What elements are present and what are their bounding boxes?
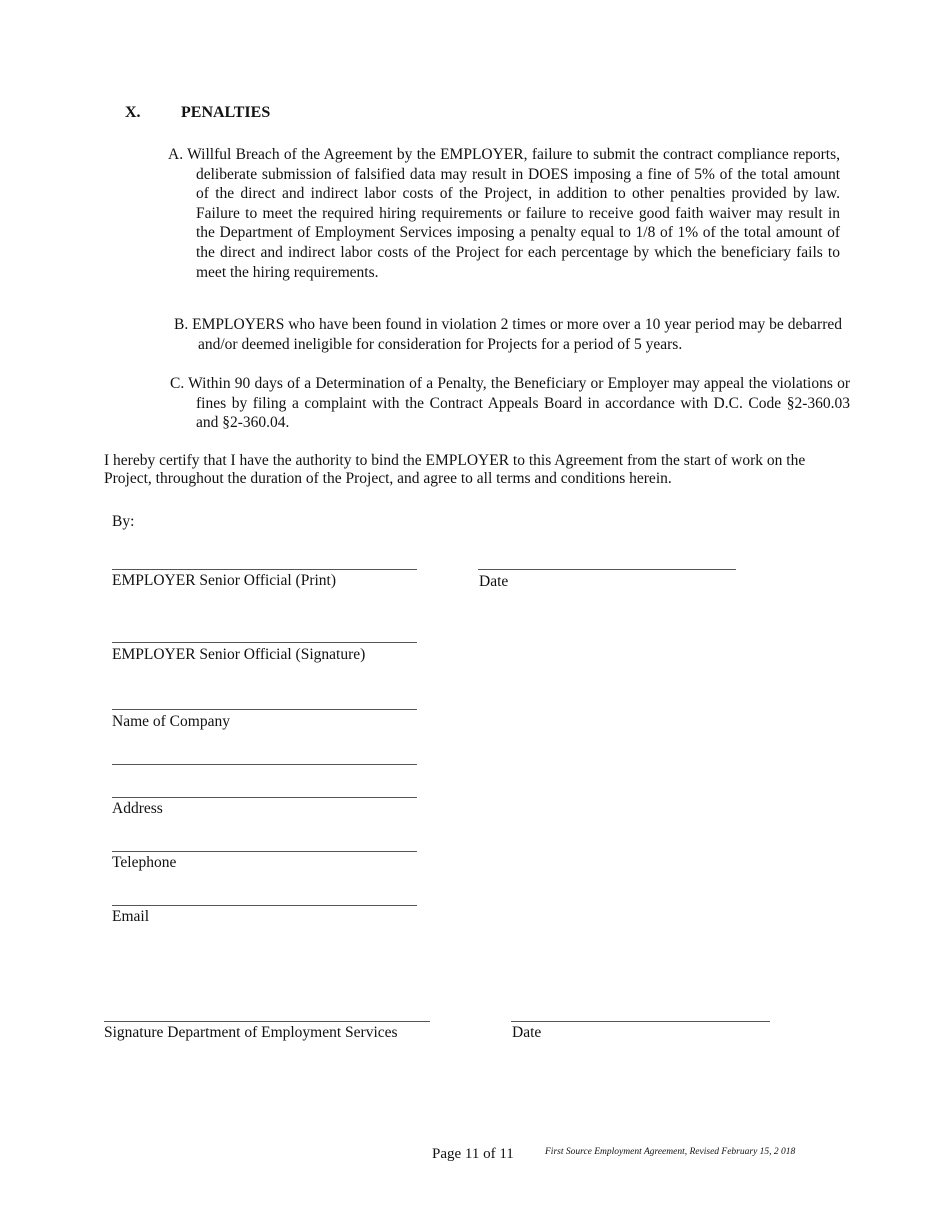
by-label: By: xyxy=(112,513,135,530)
telephone-line[interactable] xyxy=(112,851,417,852)
penalty-item-b: B. EMPLOYERS who have been found in violation 2 times or more over a 10 year period may be debarred and/or deemed ineligible for consideration for Projects for a period of 5 years. xyxy=(174,316,842,353)
date-label-2: Date xyxy=(512,1024,542,1041)
footer-revision-note: First Source Employment Agreement, Revised February 15, 2 018 xyxy=(545,1147,796,1157)
address-label: Address xyxy=(112,800,163,817)
email-line[interactable] xyxy=(112,905,417,906)
official-signature-line[interactable] xyxy=(112,642,417,643)
official-print-label: EMPLOYER Senior Official (Print) xyxy=(112,572,337,589)
section-title: PENALTIES xyxy=(181,104,271,121)
does-signature-label: Signature Department of Employment Services xyxy=(104,1024,398,1041)
penalty-item-a: A. Willful Breach of the Agreement by the EMPLOYER, failure to submit the contract compliance reports, deliberate submission of falsified data may result in DOES imposing a fine of 5% of the total amount of the direct and indirect labor costs of the Project, in addition to other penalties provided by law. Failure to meet the required hiring requirements or failure to receive good faith waiver may result in the Department of Employment Services imposing a penalty equal to 1/8 of 1% of the total amount of the direct and indirect labor costs of the Project for each percentage by which the beneficiary fails to meet the hiring requirements. xyxy=(168,146,840,281)
official-print-line[interactable] xyxy=(112,569,417,570)
address-line-1[interactable] xyxy=(112,764,417,765)
company-name-label: Name of Company xyxy=(112,713,230,730)
address-line-2[interactable] xyxy=(112,797,417,798)
page-number: Page 11 of 11 xyxy=(432,1146,514,1162)
does-signature-line[interactable] xyxy=(104,1021,430,1022)
telephone-label: Telephone xyxy=(112,854,177,871)
date-label-1: Date xyxy=(479,573,509,590)
certification-statement: I hereby certify that I have the authority to bind the EMPLOYER to this Agreement from the start of work on the Project, throughout the duration of the Project, and agree to all terms and conditions herein. xyxy=(104,452,806,487)
email-label: Email xyxy=(112,908,150,925)
official-signature-label: EMPLOYER Senior Official (Signature) xyxy=(112,646,366,663)
penalty-item-c: C. Within 90 days of a Determination of a Penalty, the Beneficiary or Employer may appeal the violations or fines by filing a complaint with the Contract Appeals Board in accordance with D.C. Code §2-360.03 and §2-360.04. xyxy=(170,375,850,432)
date-line-2[interactable] xyxy=(511,1021,770,1022)
date-line-1[interactable] xyxy=(478,569,736,570)
section-number: X. xyxy=(125,104,141,121)
company-name-line[interactable] xyxy=(112,709,417,710)
